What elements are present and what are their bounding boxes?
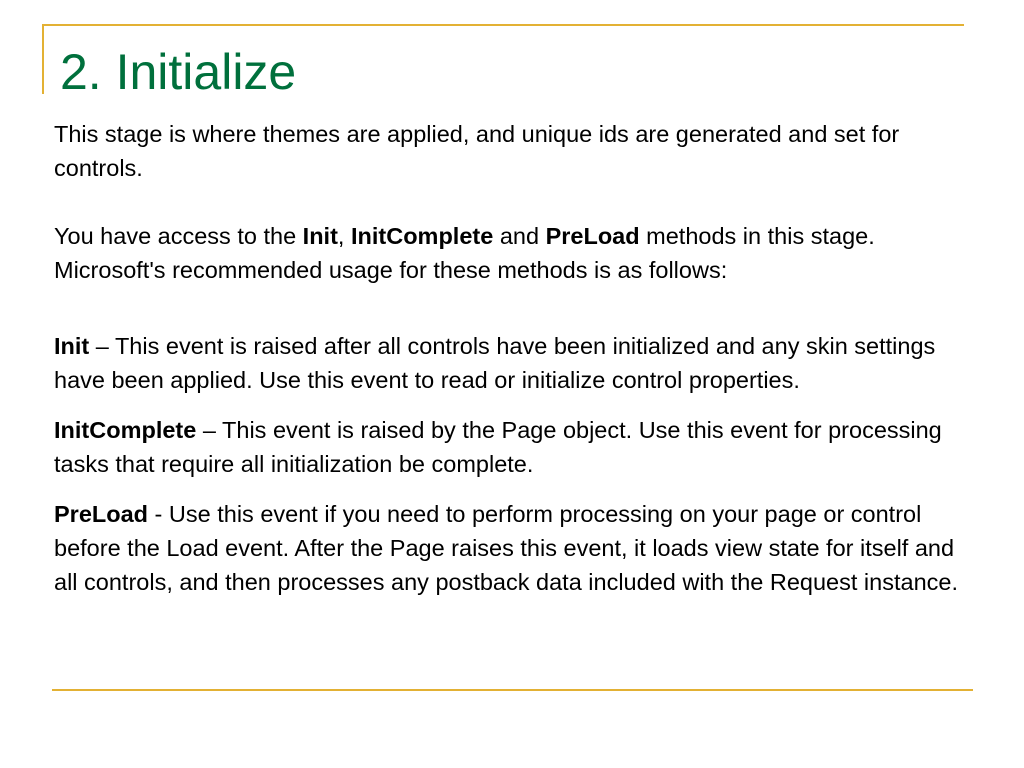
slide-body <box>54 117 974 599</box>
method-initcomplete: InitComplete <box>350 223 494 249</box>
event-initcomplete-paragraph <box>54 413 974 481</box>
access-separator-2: and <box>493 223 546 249</box>
access-paragraph <box>54 219 974 287</box>
method-preload: PreLoad <box>545 223 640 249</box>
event-init-term: Init <box>54 333 90 359</box>
access-suffix: methods in this stage. Microsoft's recommended usage for these methods is as follows: <box>54 223 875 283</box>
intro-paragraph: This stage is where themes are applied, and unique ids are generated and set for controls. <box>54 121 900 181</box>
event-init-description: – This event is raised after all controls have been initialized and any skin settings have been applied. Use this event to read or initialize control properties. <box>54 333 936 393</box>
event-init-paragraph <box>54 329 974 397</box>
frame-left-rule <box>42 24 44 94</box>
method-init: Init <box>302 223 338 249</box>
frame-top-rule <box>42 24 964 26</box>
event-preload-paragraph <box>54 497 974 599</box>
access-prefix: You have access to the <box>54 223 303 249</box>
access-separator-1: , <box>337 223 351 249</box>
event-initcomplete-term: InitComplete <box>54 417 197 443</box>
event-preload-description: - Use this event if you need to perform processing on your page or control before the Load event. After the Page raises this event, it loads view state for itself and all controls, and then processes any postback data included with the Request instance. <box>54 501 958 595</box>
slide-title: 2. Initialize <box>60 44 297 100</box>
event-initcomplete-description: – This event is raised by the Page object. Use this event for processing tasks that require all initialization be complete. <box>54 417 942 477</box>
frame-bottom-rule <box>52 689 973 691</box>
event-preload-term: PreLoad <box>54 501 149 527</box>
